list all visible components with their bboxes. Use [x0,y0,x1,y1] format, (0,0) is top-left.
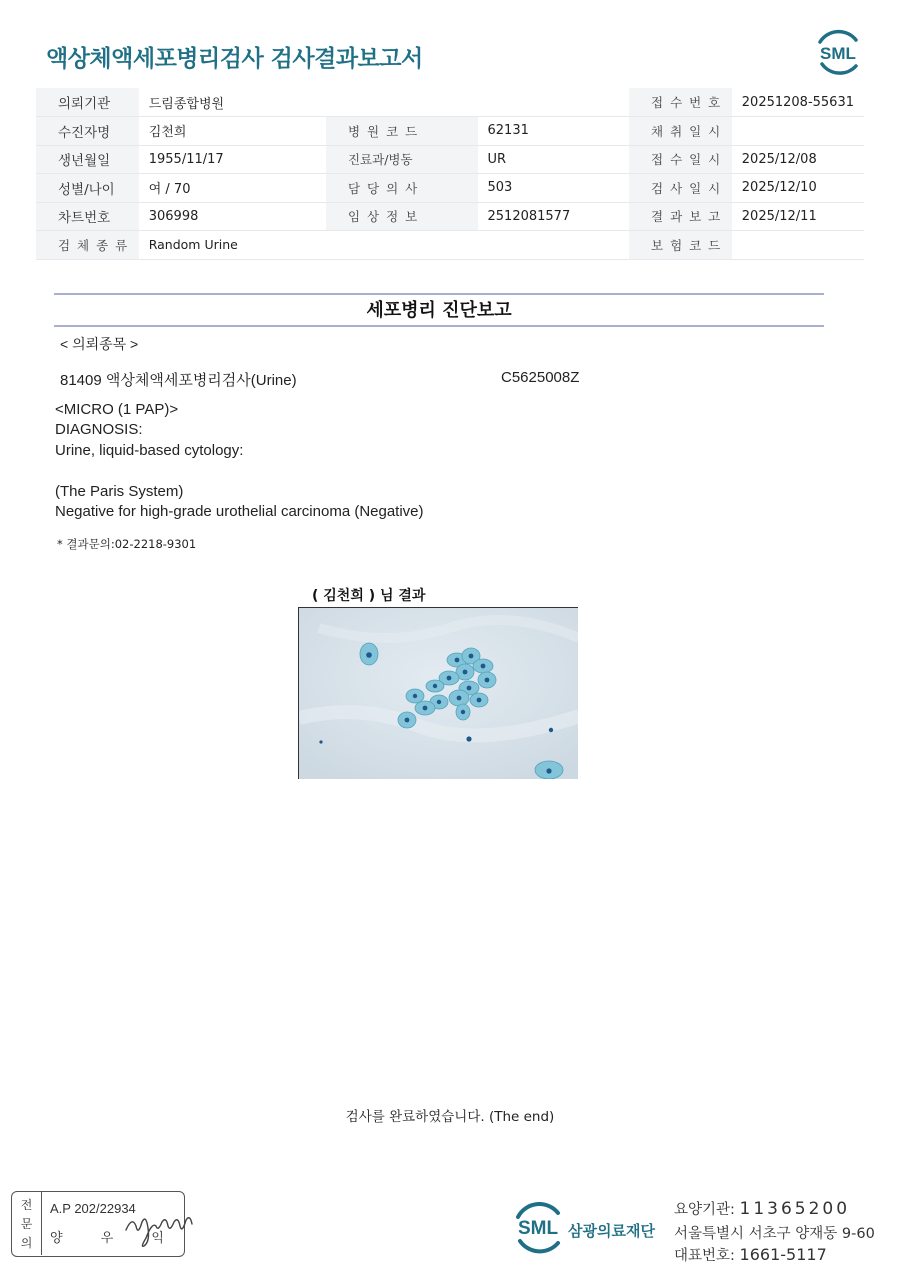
value-specimen-type: Random Urine [139,231,326,260]
label-insurance-code: 보 험 코 드 [629,231,732,260]
empty-cell [326,231,478,260]
label-specimen-type: 검 체 종 류 [36,231,139,260]
value-birth-date: 1955/11/17 [139,145,326,174]
value-clinical-info: 2512081577 [478,202,630,231]
institution-number: 11365200 [739,1199,851,1219]
table-row [36,174,864,203]
value-receipt-no: 20251208-55631 [732,88,864,117]
empty-cell [478,88,630,117]
foundation-name: 삼광의료재단 [568,1222,655,1240]
specialist-stamp [11,1191,185,1257]
cytology-image [298,607,578,779]
table-row [36,88,864,117]
stamp-side-char: 의 [20,1236,33,1250]
value-insurance-code [732,231,864,260]
label-hospital-code: 병 원 코 드 [326,117,478,146]
label-patient-name: 수진자명 [36,117,139,146]
signature-icon [122,1208,196,1248]
contact-text: * 결과문의:02-2218-9301 [57,537,197,551]
cytology-cells [299,608,578,779]
label-birth-date: 생년월일 [36,145,139,174]
table-row [36,117,864,146]
value-chart-no: 306998 [139,202,326,231]
sml-logo-text: SML [820,44,856,63]
institution-label: 요양기관: [674,1202,740,1218]
stamp-license: A.P 202/22934 [50,1201,136,1216]
specimen-text: Urine, liquid-based cytology: [55,442,244,459]
result-text: Negative for high-grade urothelial carcinoma (Negative) [55,503,424,520]
diagnosis-label: DIAGNOSIS: [55,421,143,438]
table-row [36,231,864,260]
value-institution: 드림종합병원 [139,88,326,117]
label-doctor: 담 당 의 사 [326,174,478,203]
label-institution: 의뢰기관 [36,88,139,117]
value-patient-name: 김천희 [139,117,326,146]
value-receipt-date: 2025/12/08 [732,145,864,174]
stamp-side-label [12,1192,42,1255]
label-test-date: 검 사 일 시 [629,174,732,203]
section-title: 세포병리 진단보고 [366,300,512,321]
stamp-doctor-name: 양 우 익 [50,1231,181,1246]
phone-number: 1661-5117 [739,1245,827,1264]
institution-line [674,1198,850,1219]
table-row [36,145,864,174]
order-item: 81409 액상체액세포병리검사(Urine) [60,372,297,389]
value-sex-age: 여 / 70 [139,174,326,203]
end-text: 검사를 완료하였습니다. (The end) [345,1109,555,1125]
system-text: (The Paris System) [55,483,184,500]
patient-info-table [36,88,864,260]
value-test-date: 2025/12/10 [732,174,864,203]
stamp-side-char: 문 [20,1217,33,1231]
value-collection-date [732,117,864,146]
section-divider [54,325,824,327]
value-department: UR [478,145,630,174]
phone-line [674,1244,827,1265]
address-text: 서울특별시 서초구 양재동 9-60 [674,1226,875,1242]
value-result-report: 2025/12/11 [732,202,864,231]
label-sex-age: 성별/나이 [36,174,139,203]
sml-footer-logo-text: SML [517,1218,559,1239]
image-caption: ( 김천희 ) 님 결과 [312,588,426,604]
label-chart-no: 차트번호 [36,202,139,231]
value-doctor: 503 [478,174,630,203]
stamp-side-char: 전 [20,1198,33,1212]
order-code: C5625008Z [501,369,580,386]
table-row [36,202,864,231]
sml-logo [812,28,864,76]
label-result-report: 결 과 보 고 [629,202,732,231]
label-department: 진료과/병동 [326,145,478,174]
sml-footer-logo [510,1199,566,1255]
report-title: 액상체액세포병리검사 검사결과보고서 [46,46,423,72]
label-clinical-info: 임 상 정 보 [326,202,478,231]
value-hospital-code: 62131 [478,117,630,146]
section-divider [54,293,824,295]
micro-label: <MICRO (1 PAP)> [55,401,179,418]
label-receipt-no: 접 수 번 호 [629,88,732,117]
label-receipt-date: 접 수 일 시 [629,145,732,174]
empty-cell [326,88,478,117]
order-heading: < 의뢰종목 > [60,336,139,352]
phone-label: 대표번호: [674,1248,740,1264]
label-collection-date: 채 취 일 시 [629,117,732,146]
empty-cell [478,231,630,260]
